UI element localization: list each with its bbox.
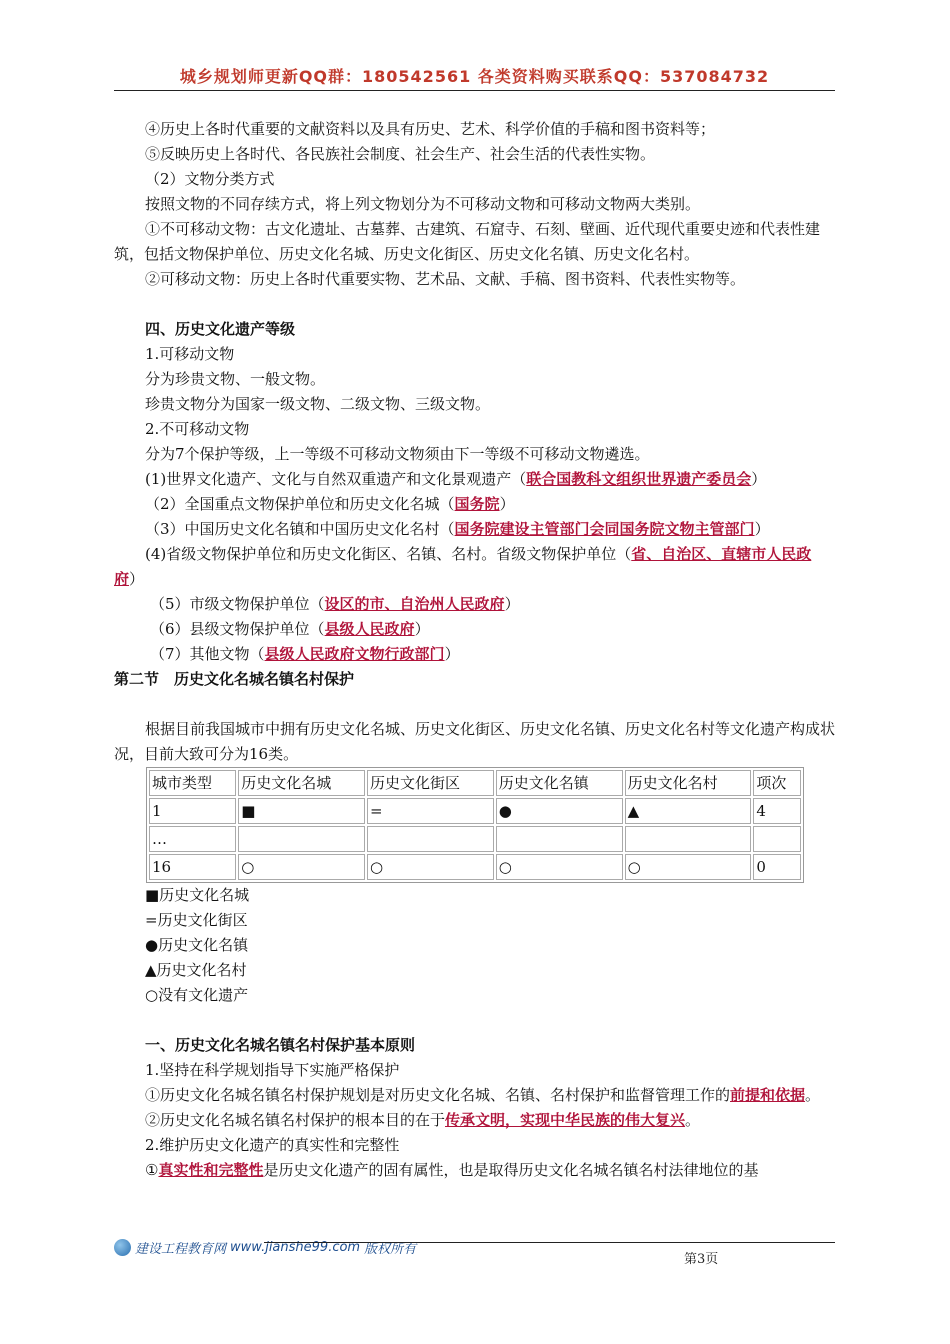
highlight: 国务院建设主管部门会同国务院文物主管部门: [454, 520, 755, 538]
highlight: 国务院: [454, 495, 500, 513]
header-cell: 历史文化街区: [367, 770, 494, 796]
table-row: [149, 826, 801, 852]
legend-item: ■历史文化名城: [145, 886, 250, 904]
page-header: 城乡规划师更新QQ群：180542561 各类资料购买联系QQ：537084732: [114, 64, 835, 91]
table-cell: 16: [149, 854, 236, 880]
table-cell: ■: [238, 798, 365, 824]
highlight: 传承文明，实现中华民族的伟大复兴: [445, 1111, 686, 1129]
table-cell: ●: [496, 798, 623, 824]
table-row: [149, 798, 801, 824]
grade-item: （3）中国历史文化名镇和中国历史文化名村（国务院建设主管部门会同国务院文物主管部门）: [145, 520, 770, 538]
table-cell: 1: [149, 798, 236, 824]
table-cell: ○: [496, 854, 623, 880]
highlight: 联合国教科文组织世界遗产委员会: [526, 470, 752, 488]
highlight: 真实性和完整性: [158, 1161, 264, 1179]
paragraph: 按照文物的不同存续方式，将上列文物划分为不可移动文物和可移动文物两大类别。: [145, 195, 701, 213]
paragraph: 1.可移动文物: [145, 345, 235, 363]
legend-item: ●历史文化名镇: [145, 936, 249, 954]
paragraph: 分为珍贵文物、一般文物。: [145, 370, 326, 388]
grade-item: （7）其他文物（县级人民政府文物行政部门）: [150, 645, 460, 663]
footer-brand: [114, 1238, 416, 1257]
highlight: 前提和依据: [730, 1086, 806, 1104]
paragraph: 2.不可移动文物: [145, 420, 250, 438]
page-footer: [114, 1238, 835, 1267]
table-cell: [753, 826, 801, 852]
paragraph: ②可移动文物：历史上各时代重要实物、艺术品、文献、手稿、图书资料、代表性实物等。: [145, 270, 746, 288]
section-heading: 一、历史文化名城名镇名村保护基本原则: [145, 1036, 416, 1054]
grade-item: (1)世界文化遗产、文化与自然双重遗产和文化景观遗产（联合国教科文组织世界遗产委员会）: [145, 470, 767, 488]
paragraph: ②历史文化名城名镇名村保护的根本目的在于传承文明，实现中华民族的伟大复兴。: [145, 1111, 701, 1129]
table-cell: [496, 826, 623, 852]
table-cell: ▲: [625, 798, 752, 824]
table-cell: ○: [367, 854, 494, 880]
globe-icon: [114, 1239, 131, 1256]
table-cell: …: [149, 826, 236, 852]
page-number: 第3页: [684, 1252, 719, 1267]
highlight: 省、自治区、直辖市人民政府: [114, 545, 812, 588]
paragraph: ①不可移动文物：古文化遗址、古墓葬、古建筑、石窟寺、石刻、壁画、近代现代重要史迹和代表性建筑，包括文物保护单位、历史文化名城、历史文化街区、历史文化名镇、历史文化名村。: [114, 220, 821, 263]
grade-item: （2）全国重点文物保护单位和历史文化名城（国务院）: [145, 495, 515, 513]
footer-url: www.jianshe99.com: [230, 1240, 361, 1255]
header-cell: 历史文化名城: [238, 770, 365, 796]
table-cell: [238, 826, 365, 852]
table-row: [149, 854, 801, 880]
grade-item: （6）县级文物保护单位（县级人民政府）: [150, 620, 430, 638]
copyright-text: 版权所有: [364, 1242, 417, 1257]
legend-item: ▲历史文化名村: [145, 961, 247, 979]
paragraph: 1.坚持在科学规划指导下实施严格保护: [145, 1061, 400, 1079]
header-cell: 城市类型: [149, 770, 236, 796]
highlight: 设区的市、自治州人民政府: [324, 595, 505, 613]
paragraph: （2）文物分类方式: [145, 170, 275, 188]
paragraph: 珍贵文物分为国家一级文物、二级文物、三级文物。: [145, 395, 491, 413]
table-header-row: [149, 770, 801, 796]
header-cell: 项次: [753, 770, 801, 796]
legend-item: ○没有文化遗产: [145, 986, 249, 1004]
document-body: [114, 117, 836, 1183]
paragraph: ⑤反映历史上各时代、各民族社会制度、社会生产、社会生活的代表性实物。: [145, 145, 656, 163]
grade-item: (4)省级文物保护单位和历史文化街区、名镇、名村。省级文物保护单位（省、自治区、直辖市人民政府）: [114, 545, 812, 588]
footer-divider: [264, 1242, 835, 1243]
paragraph: ①历史文化名城名镇名村保护规划是对历史文化名城、名镇、名村保护和监督管理工作的前提和依据。: [145, 1086, 821, 1104]
section-title: 第二节 历史文化名城名镇名村保护: [114, 670, 355, 688]
paragraph: 根据目前我国城市中拥有历史文化名城、历史文化街区、历史文化名镇、历史文化名村等文化遗产构成状况，目前大致可分为16类。: [114, 720, 836, 763]
table-cell: ○: [238, 854, 365, 880]
table-cell: =: [367, 798, 494, 824]
section-heading: 四、历史文化遗产等级: [145, 320, 296, 338]
header-cell: 历史文化名镇: [496, 770, 623, 796]
table-cell: [625, 826, 752, 852]
table-cell: 4: [753, 798, 801, 824]
grade-item: （5）市级文物保护单位（设区的市、自治州人民政府）: [150, 595, 520, 613]
table-cell: 0: [753, 854, 801, 880]
paragraph: 分为7个保护等级，上一等级不可移动文物须由下一等级不可移动文物遴选。: [145, 445, 650, 463]
paragraph: ④历史上各时代重要的文献资料以及具有历史、艺术、科学价值的手稿和图书资料等；: [145, 120, 716, 138]
header-cell: 历史文化名村: [625, 770, 752, 796]
legend-item: =历史文化街区: [145, 911, 248, 929]
highlight: 县级人民政府: [324, 620, 415, 638]
paragraph: ①真实性和完整性是历史文化遗产的固有属性，也是取得历史文化名城名镇名村法律地位的基: [145, 1161, 759, 1179]
paragraph: 2.维护历史文化遗产的真实性和完整性: [145, 1136, 400, 1154]
highlight: 县级人民政府文物行政部门: [264, 645, 445, 663]
table-cell: [367, 826, 494, 852]
brand-name: 建设工程教育网: [135, 1242, 227, 1257]
heritage-table: [146, 767, 804, 883]
table-cell: ○: [625, 854, 752, 880]
